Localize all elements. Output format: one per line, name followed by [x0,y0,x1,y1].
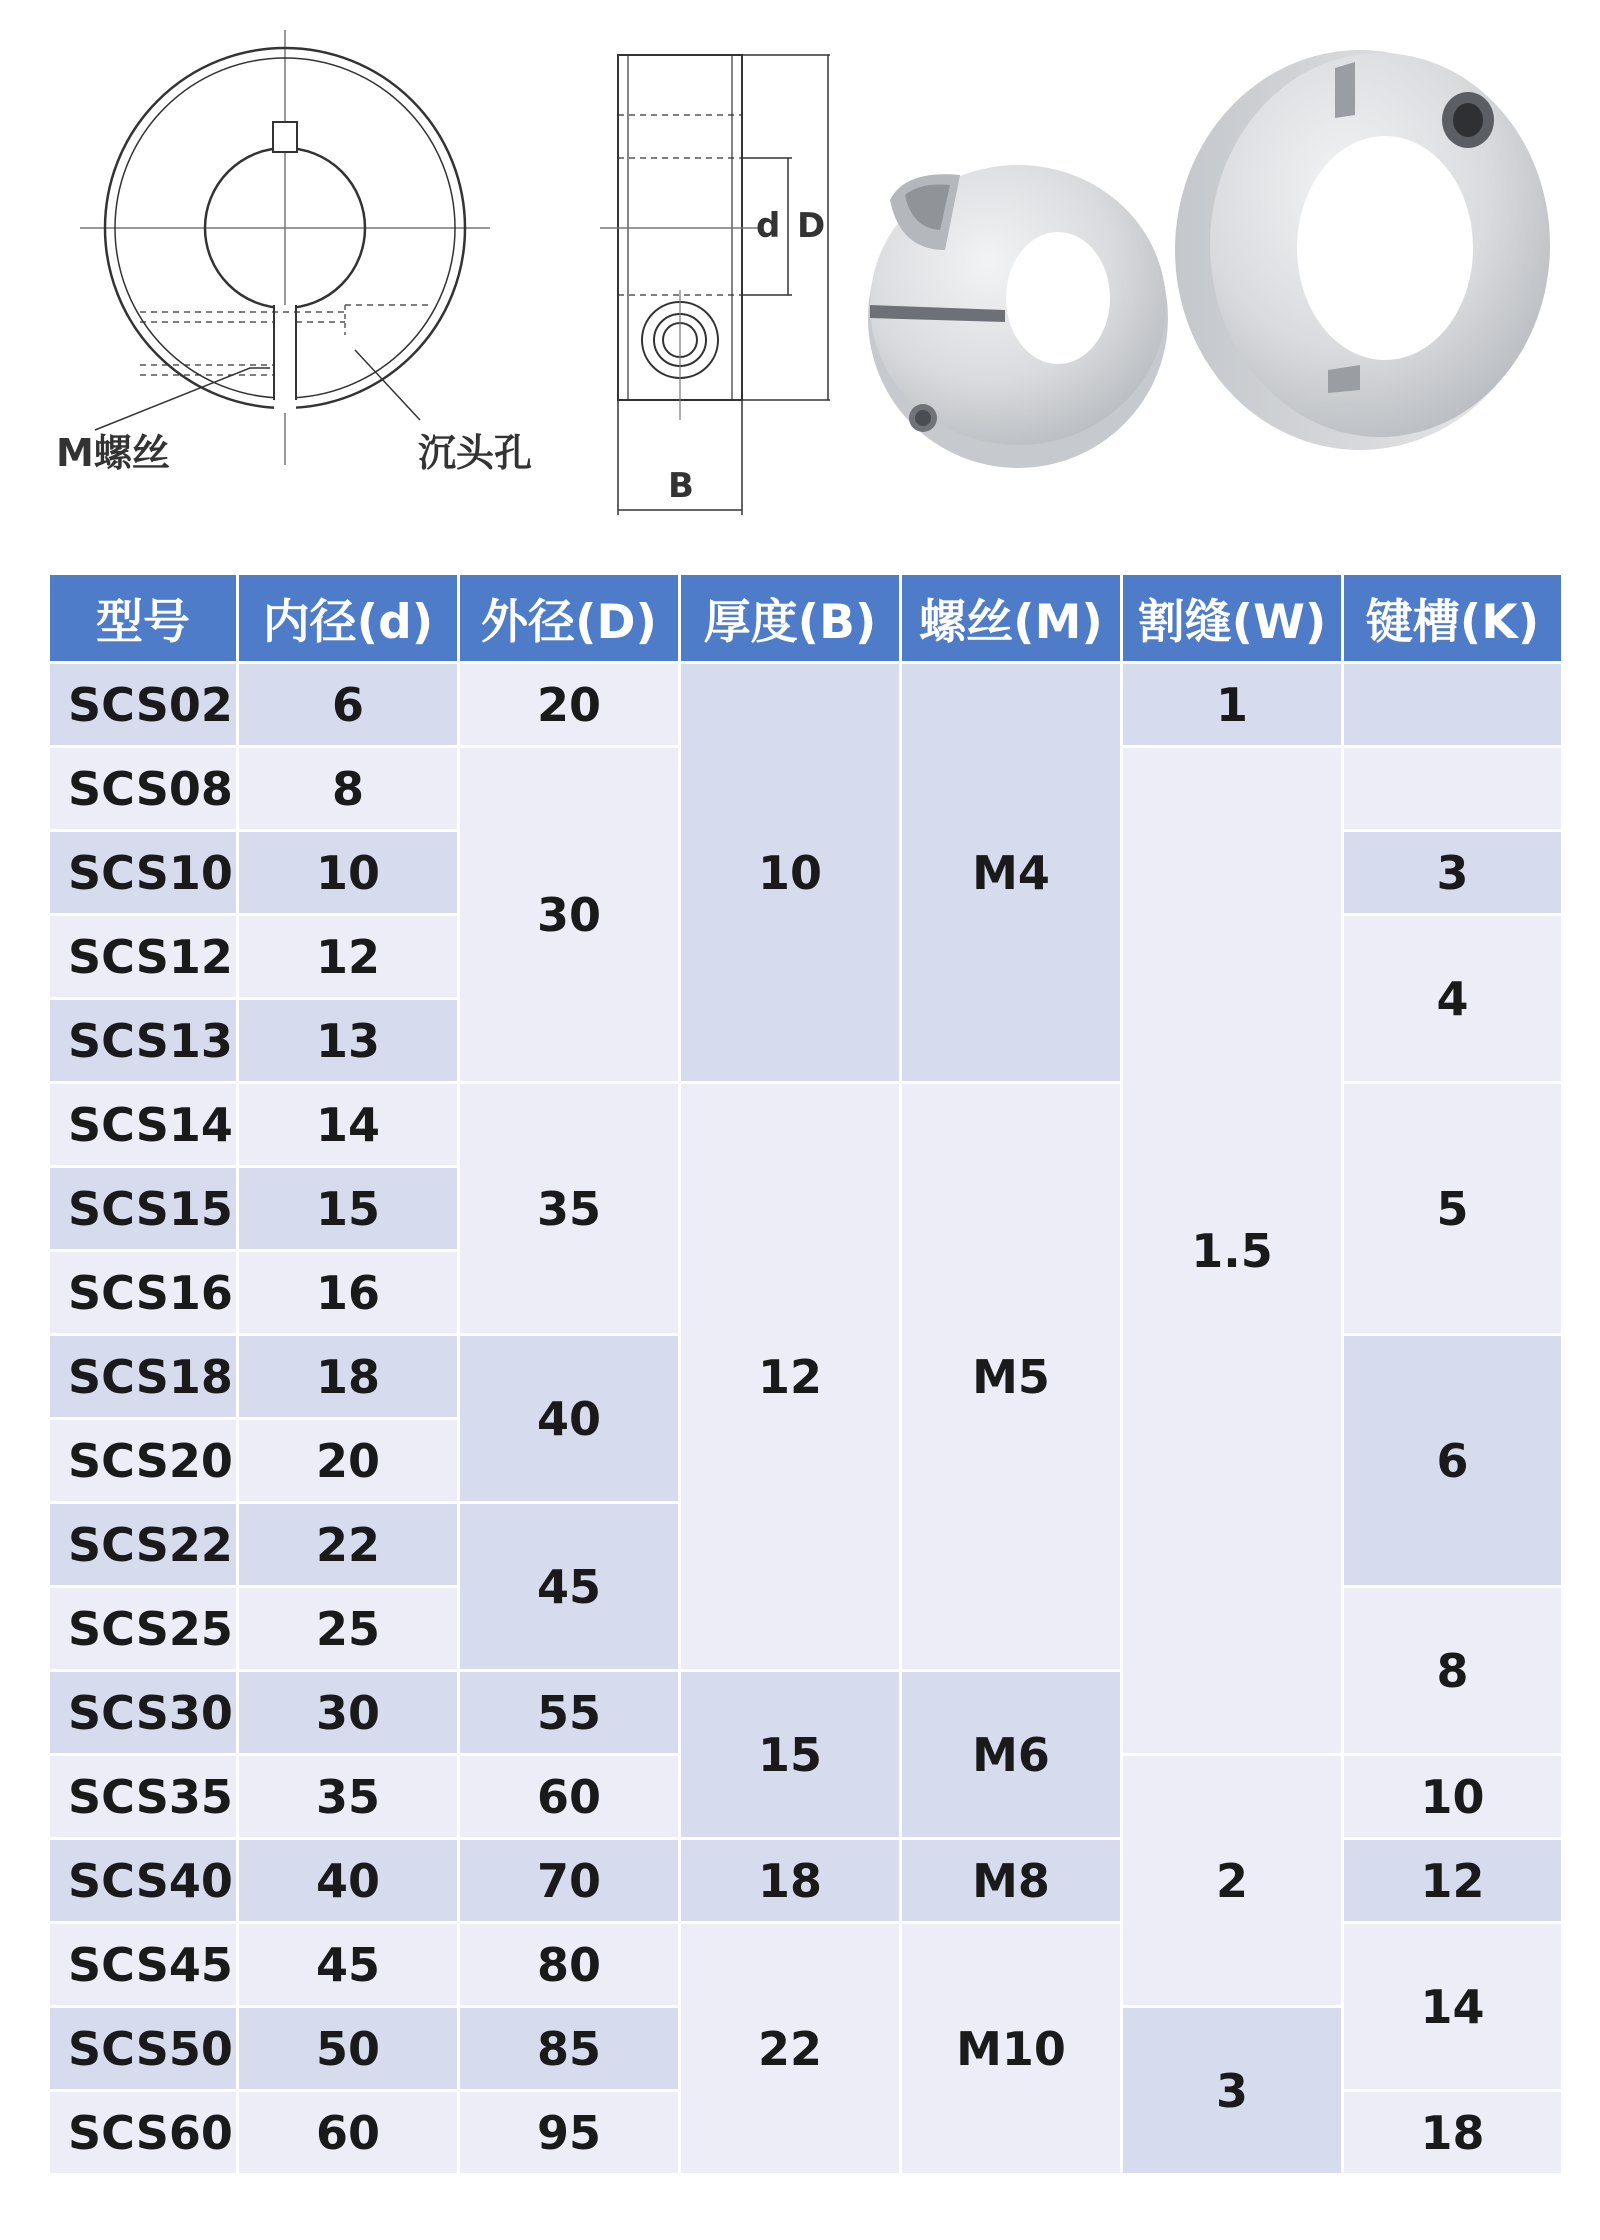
header-thickness: 厚度(B) [681,575,899,661]
keyway-cell: 4 [1344,916,1561,1081]
keyway-cell: 5 [1344,1084,1561,1333]
model-cell: SCS08 [50,748,236,829]
inner-d-cell: 40 [239,1840,457,1921]
inner-d-cell: 50 [239,2008,457,2089]
thickness-cell: 12 [681,1084,899,1669]
slit-cell: 1.5 [1123,748,1341,1753]
inner-d-cell: 20 [239,1420,457,1501]
thickness-cell: 22 [681,1924,899,2173]
thickness-cell: 15 [681,1672,899,1837]
keyway-cell: 10 [1344,1756,1561,1837]
model-cell: SCS22 [50,1504,236,1585]
keyway-cell: 3 [1344,832,1561,913]
outer-D-cell: 95 [460,2092,678,2173]
model-cell: SCS15 [50,1168,236,1249]
small-collar-photo [868,165,1168,468]
outer-D-cell: 70 [460,1840,678,1921]
outer-D-cell: 40 [460,1336,678,1501]
model-cell: SCS60 [50,2092,236,2173]
model-cell: SCS50 [50,2008,236,2089]
header-screw: 螺丝(M) [902,575,1120,661]
model-cell: SCS45 [50,1924,236,2005]
keyway-cell: 12 [1344,1840,1561,1921]
header-outer-diameter: 外径(D) [460,575,678,661]
dim-d-label: d [756,206,781,246]
inner-d-cell: 13 [239,1000,457,1081]
header-model: 型号 [50,575,236,661]
model-cell: SCS20 [50,1420,236,1501]
inner-d-cell: 60 [239,2092,457,2173]
inner-d-cell: 14 [239,1084,457,1165]
thread-label: M螺丝 [56,431,170,475]
keyway-cell [1344,664,1561,745]
inner-d-cell: 18 [239,1336,457,1417]
inner-d-cell: 8 [239,748,457,829]
inner-d-cell: 25 [239,1588,457,1669]
dim-B-label: B [668,466,694,506]
model-cell: SCS40 [50,1840,236,1921]
screw-cell: M4 [902,664,1120,1081]
inner-d-cell: 10 [239,832,457,913]
header-inner-diameter: 内径(d) [239,575,457,661]
outer-D-cell: 80 [460,1924,678,2005]
inner-d-cell: 6 [239,664,457,745]
dim-D-label: D [797,206,826,246]
slit-cell: 1 [1123,664,1341,745]
table-row [50,664,1561,745]
outer-D-cell: 30 [460,748,678,1081]
screw-cell: M5 [902,1084,1120,1669]
outer-D-cell: 60 [460,1756,678,1837]
keyway-cell: 6 [1344,1336,1561,1585]
model-cell: SCS18 [50,1336,236,1417]
slit-cell: 2 [1123,1756,1341,2005]
large-collar-photo [1175,50,1550,450]
screw-cell: M10 [902,1924,1120,2173]
thickness-cell: 18 [681,1840,899,1921]
model-cell: SCS16 [50,1252,236,1333]
model-cell: SCS02 [50,664,236,745]
inner-d-cell: 45 [239,1924,457,2005]
inner-d-cell: 30 [239,1672,457,1753]
slit-cell: 3 [1123,2008,1341,2173]
keyway-cell: 14 [1344,1924,1561,2089]
model-cell: SCS14 [50,1084,236,1165]
outer-D-cell: 85 [460,2008,678,2089]
keyway-cell: 18 [1344,2092,1561,2173]
model-cell: SCS30 [50,1672,236,1753]
inner-d-cell: 12 [239,916,457,997]
spec-table [47,572,1564,2176]
front-view-drawing [80,30,490,465]
table-header-row [50,575,1561,661]
screw-cell: M8 [902,1840,1120,1921]
inner-d-cell: 22 [239,1504,457,1585]
outer-D-cell: 20 [460,664,678,745]
product-figure [0,0,1600,560]
model-cell: SCS12 [50,916,236,997]
header-keyway: 键槽(K) [1344,575,1561,661]
inner-d-cell: 16 [239,1252,457,1333]
outer-D-cell: 55 [460,1672,678,1753]
model-cell: SCS35 [50,1756,236,1837]
technical-drawing [0,0,1600,560]
screw-cell: M6 [902,1672,1120,1837]
side-view-drawing [600,55,830,515]
model-cell: SCS10 [50,832,236,913]
counterbore-label: 沉头孔 [418,431,533,475]
header-slit: 割缝(W) [1123,575,1341,661]
outer-D-cell: 45 [460,1504,678,1669]
keyway-cell: 8 [1344,1588,1561,1753]
model-cell: SCS25 [50,1588,236,1669]
model-cell: SCS13 [50,1000,236,1081]
thickness-cell: 10 [681,664,899,1081]
inner-d-cell: 15 [239,1168,457,1249]
inner-d-cell: 35 [239,1756,457,1837]
outer-D-cell: 35 [460,1084,678,1333]
keyway-cell [1344,748,1561,829]
